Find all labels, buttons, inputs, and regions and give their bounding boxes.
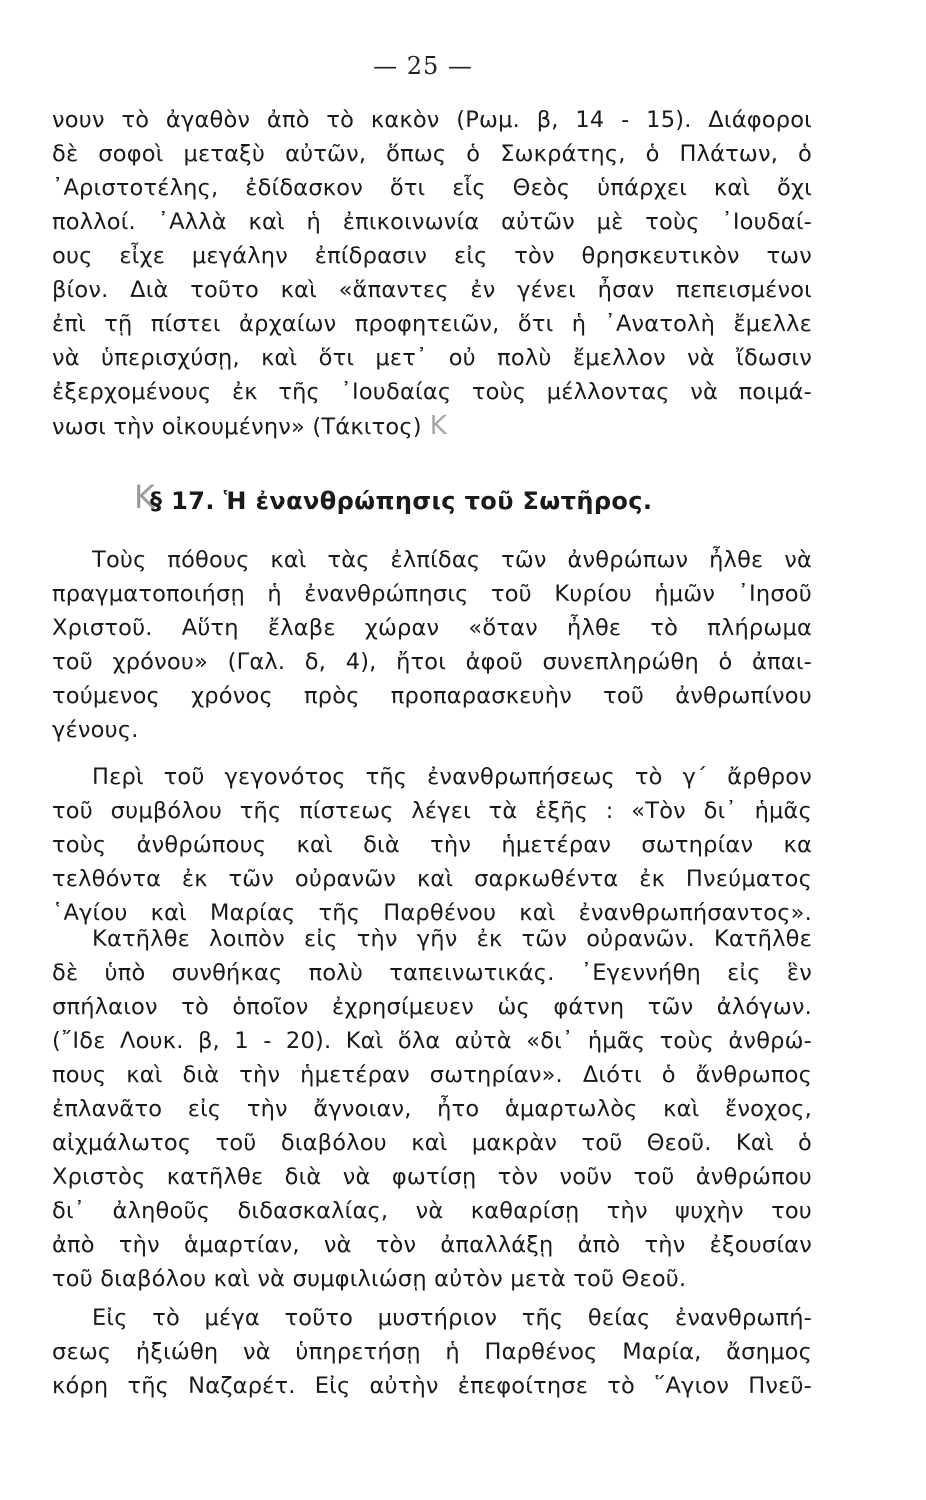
text-line: Εἰς τὸ μέγα τοῦτο μυστήριον τῆς θείας ἐνανθρωπή- xyxy=(92,1305,812,1331)
text-line: δὲ σοφοὶ μεταξὺ αὐτῶν, ὅπως ὁ Σωκράτης, ὁ Πλάτων, ὁ xyxy=(52,141,812,167)
text-line xyxy=(52,409,812,443)
text-line: τελθόντα ἐκ τῶν οὐρανῶν καὶ σαρκωθέντα ἐκ Πνεύματος xyxy=(52,866,812,892)
pencil-mark-end: K xyxy=(429,411,447,441)
paragraph-4 xyxy=(52,922,812,1296)
text-line: Περὶ τοῦ γεγονότος τῆς ἐνανθρωπήσεως τὸ γ΄ ἄρθρον xyxy=(92,764,812,790)
text-line: γένους. xyxy=(52,717,139,743)
paragraph-1 xyxy=(52,103,812,443)
text-line: Χριστὸς κατῆλθε διὰ νὰ φωτίσῃ τὸν νοῦν τοῦ ἀνθρώπου xyxy=(52,1164,812,1190)
text-line: πολλοί. ᾿Αλλὰ καὶ ἡ ἐπικοινωνία αὐτῶν μὲ τοὺς ᾿Ιουδαί- xyxy=(52,209,812,235)
section-heading xyxy=(150,484,750,518)
text-line: πους καὶ διὰ τὴν ἡμετέραν σωτηρίαν». Διότι ὁ ἄνθρωπος xyxy=(52,1062,812,1088)
text-line: ἐπλανᾶτο εἰς τὴν ἄγνοιαν, ἦτο ἁμαρτωλὸς καὶ ἔνοχος, xyxy=(52,1096,812,1122)
text-line: αἰχμάλωτος τοῦ διαβόλου καὶ μακρὰν τοῦ Θεοῦ. Καὶ ὁ xyxy=(52,1130,812,1156)
text-line: τοῦ συμβόλου τῆς πίστεως λέγει τὰ ἑξῆς : «Τὸν δι᾿ ἡμᾶς xyxy=(52,798,812,824)
text-line: Χριστοῦ. Αὕτη ἔλαβε χώραν «ὅταν ἦλθε τὸ πλήρωμα xyxy=(52,615,812,641)
text-line: κόρη τῆς Ναζαρέτ. Εἰς αὐτὴν ἐπεφοίτησε τὸ ῞Αγιον Πνεῦ- xyxy=(52,1373,812,1399)
text-line: τοὺς ἀνθρώπους καὶ διὰ τὴν ἡμετέραν σωτηρίαν κα xyxy=(52,832,812,858)
text-line: ῾Αγίου καὶ Μαρίας τῆς Παρθένου καὶ ἐνανθρωπήσαντος». xyxy=(52,900,812,926)
section-number: § 17. xyxy=(150,487,215,515)
text-line: ἀπὸ τὴν ἁμαρτίαν, νὰ τὸν ἀπαλλάξῃ ἀπὸ τὴν ἐξουσίαν xyxy=(52,1232,812,1258)
text-line: ους εἶχε μεγάλην ἐπίδρασιν εἰς τὸν θρησκευτικὸν των xyxy=(52,243,812,269)
paragraph-5 xyxy=(52,1301,812,1403)
page-number: — 25 — xyxy=(373,52,473,80)
text-line: τοῦ διαβόλου καὶ νὰ συμφιλιώσῃ αὐτὸν μετὰ τοῦ Θεοῦ. xyxy=(52,1266,687,1292)
text-line: πραγματοποιήσῃ ἡ ἐνανθρώπησις τοῦ Κυρίου ἡμῶν ᾿Ιησοῦ xyxy=(52,581,812,607)
text-line: (῎Ιδε Λουκ. β, 1 - 20). Καὶ ὅλα αὐτὰ «δι᾿ ἡμᾶς τοὺς ἀνθρώ- xyxy=(52,1028,812,1054)
text-line: σεως ἠξιώθη νὰ ὑπηρετήσῃ ἡ Παρθένος Μαρία, ἄσημος xyxy=(52,1339,812,1365)
text-line: βίον. Διὰ τοῦτο καὶ «ἅπαντες ἐν γένει ἦσαν πεπεισμένοι xyxy=(52,277,812,303)
section-title: Ἡ ἐνανθρώπησις τοῦ Σωτῆρος. xyxy=(223,487,653,515)
text-line: Κατῆλθε λοιπὸν εἰς τὴν γῆν ἐκ τῶν οὐρανῶν. Κατῆλθε xyxy=(92,926,812,952)
text-line: τοῦ χρόνου» (Γαλ. δ, 4), ἤτοι ἀφοῦ συνεπληρώθη ὁ ἀπαι- xyxy=(52,649,812,675)
text-line: σπήλαιον τὸ ὁποῖον ἐχρησίμευεν ὡς φάτνη τῶν ἀλόγων. xyxy=(52,994,812,1020)
text-line: τούμενος χρόνος πρὸς προπαρασκευὴν τοῦ ἀνθρωπίνου xyxy=(52,683,812,709)
paragraph-2 xyxy=(52,543,812,747)
text-line: νὰ ὑπερισχύσῃ, καὶ ὅτι μετ᾿ οὐ πολὺ ἔμελλον νὰ ἴδωσιν xyxy=(52,345,812,371)
pencil-mark-start: K xyxy=(134,478,155,516)
text-line: δὲ ὑπὸ συνθήκας πολὺ ταπεινωτικάς. ᾿Εγεννήθη εἰς ἓν xyxy=(52,960,812,986)
paragraph-3 xyxy=(52,760,812,930)
text-line: ᾿Αριστοτέλης, ἐδίδασκον ὅτι εἷς Θεὸς ὑπάρχει καὶ ὄχι xyxy=(52,175,812,201)
text-line: δι᾿ ἀληθοῦς διδασκαλίας, νὰ καθαρίσῃ τὴν ψυχὴν του xyxy=(52,1198,812,1224)
text-line: νουν τὸ ἀγαθὸν ἀπὸ τὸ κακὸν (Ρωμ. β, 14 - 15). Διάφοροι xyxy=(52,107,812,133)
text-line: ἐπὶ τῇ πίστει ἀρχαίων προφητειῶν, ὅτι ἡ ᾿Ανατολὴ ἔμελλε xyxy=(52,311,812,337)
text-line-content: νωσι τὴν οἰκουμένην» (Τάκιτος) xyxy=(52,414,422,440)
text-line: Τοὺς πόθους καὶ τὰς ἐλπίδας τῶν ἀνθρώπων ἦλθε νὰ xyxy=(92,547,812,573)
text-line: ἐξερχομένους ἐκ τῆς ᾿Ιουδαίας τοὺς μέλλοντας νὰ ποιμά- xyxy=(52,379,812,405)
